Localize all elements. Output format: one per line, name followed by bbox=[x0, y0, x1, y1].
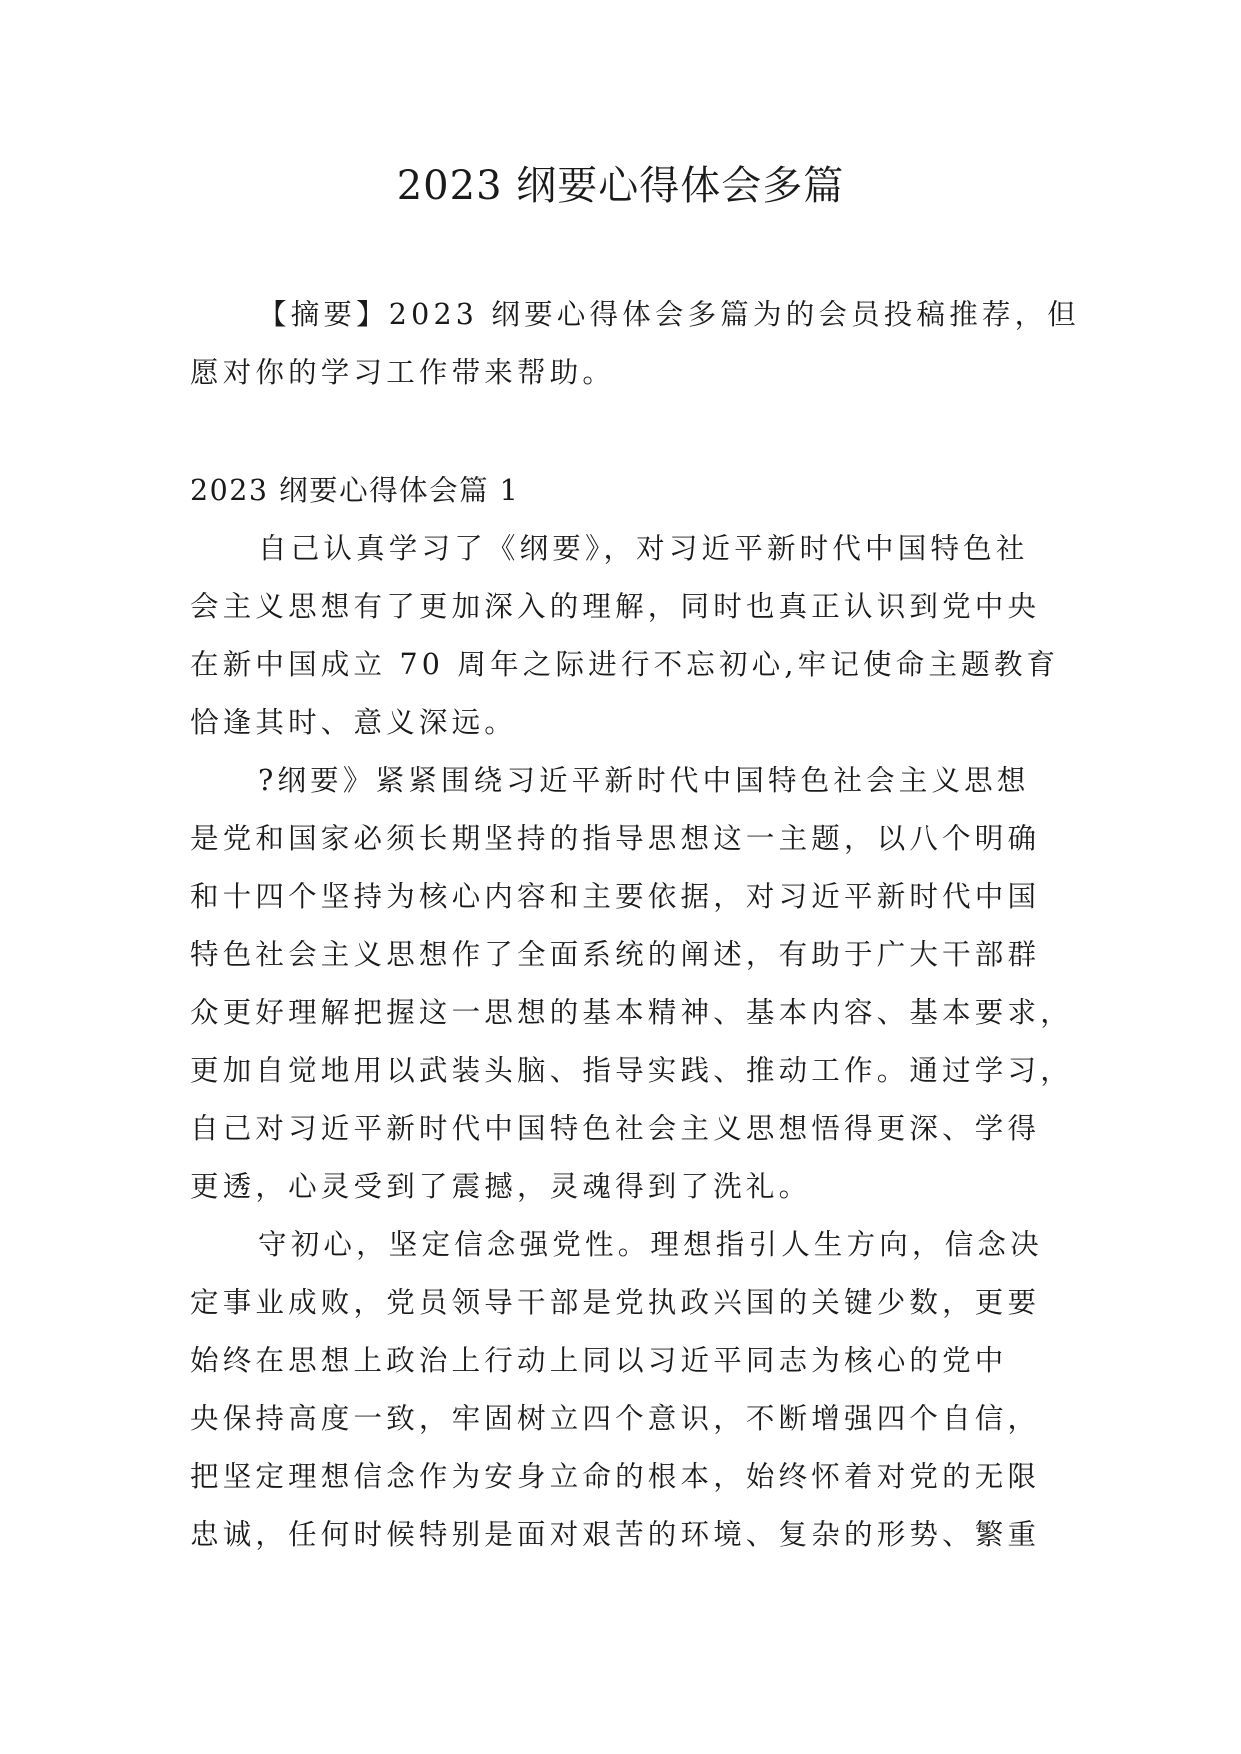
paragraph-line: 会主义思想有了更加深入的理解，同时也真正认识到党中央 bbox=[190, 590, 1041, 623]
paragraph-line: 定事业成败，党员领导干部是党执政兴国的关键少数，更要 bbox=[190, 1286, 1041, 1319]
paragraph-line: 在新中国成立 70 周年之际进行不忘初心,牢记使命主题教育 bbox=[190, 648, 1060, 681]
paragraph-2 bbox=[190, 752, 1073, 1216]
paragraph-line: 央保持高度一致，牢固树立四个意识，不断增强四个自信， bbox=[190, 1402, 1041, 1435]
paragraph-line: 更透，心灵受到了震撼，灵魂得到了洗礼。 bbox=[190, 1170, 812, 1203]
paragraph-line: 特色社会主义思想作了全面系统的阐述，有助于广大干部群 bbox=[190, 938, 1041, 971]
paragraph-line: 把坚定理想信念作为安身立命的根本，始终怀着对党的无限 bbox=[190, 1460, 1041, 1493]
paragraph-line: 自己对习近平新时代中国特色社会主义思想悟得更深、学得 bbox=[190, 1112, 1041, 1145]
paragraph-line: 守初心，坚定信念强党性。理想指引人生方向，信念决 bbox=[258, 1228, 1043, 1261]
paragraph-line: 是党和国家必须长期坚持的指导思想这一主题，以八个明确 bbox=[190, 822, 1041, 855]
paragraph-line: 更加自觉地用以武装头脑、指导实践、推动工作。通过学习， bbox=[190, 1054, 1073, 1087]
paragraph-line: 众更好理解把握这一思想的基本精神、基本内容、基本要求， bbox=[190, 996, 1073, 1029]
paragraph-line: 自己认真学习了《纲要》，对习近平新时代中国特色社 bbox=[258, 532, 1029, 565]
document-title: 2023 纲要心得体会多篇 bbox=[396, 163, 845, 209]
abstract-block bbox=[190, 286, 1080, 402]
section-1 bbox=[190, 462, 1073, 1564]
paragraph-line: 和十四个坚持为核心内容和主要依据，对习近平新时代中国 bbox=[190, 880, 1041, 913]
paragraph-line: 始终在思想上政治上行动上同以习近平同志为核心的党中 bbox=[190, 1344, 1008, 1377]
paragraph-line: 恰逢其时、意义深远。 bbox=[190, 706, 518, 739]
paragraph-line: 忠诚，任何时候特别是面对艰苦的环境、复杂的形势、繁重 bbox=[190, 1518, 1041, 1551]
abstract-line: 愿对你的学习工作带来帮助。 bbox=[190, 356, 616, 389]
paragraph-line: ?纲要》紧紧围绕习近平新时代中国特色社会主义思想 bbox=[258, 764, 1030, 797]
abstract-line: 【摘要】2023 纲要心得体会多篇为的会员投稿推荐，但 bbox=[258, 298, 1080, 331]
section-heading: 2023 纲要心得体会篇 1 bbox=[190, 474, 520, 507]
paragraph-3 bbox=[190, 1216, 1052, 1564]
paragraph-1 bbox=[190, 520, 1060, 752]
